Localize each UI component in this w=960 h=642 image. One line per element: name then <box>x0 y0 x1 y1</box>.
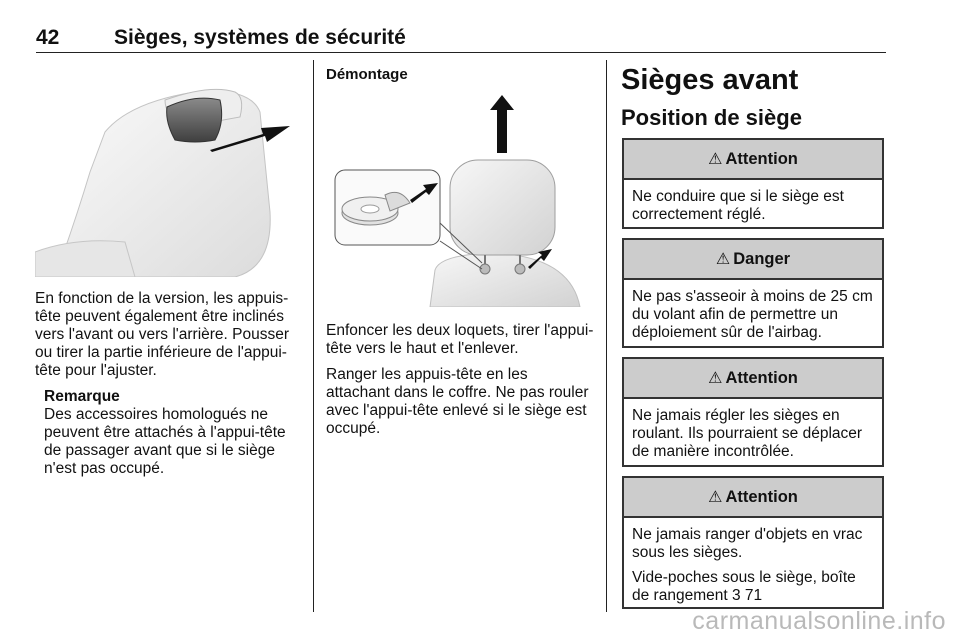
warning-box-text: Ne jamais régler les sièges en roulant. Ils pourraient se déplacer de manière incontrôlée. <box>632 407 863 460</box>
col2-paragraph-2: Ranger les appuis-tête en les attachant dans le coffre. Ne pas rouler avec l'appui-tête enlevé si le siège est occupé. <box>326 366 589 437</box>
warning-box-header <box>624 359 882 399</box>
seat-tilt-illustration <box>35 62 300 277</box>
warning-box-header <box>624 140 882 180</box>
page-number: 42 <box>36 26 60 49</box>
subheading-position-de-siege: Position de siège <box>621 105 802 130</box>
page-reference-link[interactable]: 71 <box>744 587 763 604</box>
danger-box <box>622 238 884 348</box>
watermark: carmanualsonline.info <box>692 607 946 635</box>
warning-box-body <box>624 280 882 355</box>
note-text: Des accessoires homologués ne peuvent être attachés à l'appui-tête de passager avant que si le siège n'est pas occupé. <box>44 406 286 477</box>
warning-box-body <box>624 518 882 618</box>
warning-box-title: Attention <box>725 487 798 506</box>
warning-box-title: Attention <box>725 368 798 387</box>
warning-box-body <box>624 399 882 474</box>
warning-box-text: Ne pas s'asseoir à moins de 25 cm du volant afin de permettre un déploiement sûr de l'airbag. <box>632 288 873 341</box>
warning-triangle-icon: ⚠ <box>708 370 723 387</box>
section-heading-sieges-avant: Sièges avant <box>621 64 799 96</box>
warning-box-3 <box>622 476 884 609</box>
warning-box-text: Ne jamais ranger d'objets en vrac sous les sièges. <box>632 526 863 561</box>
note-block <box>44 388 300 478</box>
warning-box-header <box>624 240 882 280</box>
warning-box-title: Attention <box>725 149 798 168</box>
column-divider-2 <box>606 60 607 612</box>
note-title: Remarque <box>44 388 120 405</box>
figure-headrest-removal <box>330 95 592 307</box>
warning-box-body <box>624 180 882 237</box>
warning-triangle-icon: ⚠ <box>708 151 723 168</box>
warning-box-title: Danger <box>733 249 791 268</box>
warning-box-2 <box>622 357 884 467</box>
col2-text-block <box>326 322 594 446</box>
col1-text-block <box>35 290 300 478</box>
warning-triangle-icon: ⚠ <box>715 251 731 268</box>
warning-box-text-with-reference <box>632 569 874 605</box>
warning-triangle-icon: ⚠ <box>708 489 723 506</box>
col1-paragraph: En fonction de la version, les appuis-tête peuvent également être inclinés vers l'avant ou vers l'arrière. Pousser ou tirer la partie inférieure de l'appui-tête pour l'ajuster. <box>35 290 290 379</box>
figure-headrest-tilt <box>35 62 300 277</box>
warning-box-header <box>624 478 882 518</box>
page-title: Sièges, systèmes de sécurité <box>114 26 406 49</box>
warning-box-1 <box>622 138 884 229</box>
header-rule <box>36 52 886 53</box>
column-divider-1 <box>313 60 314 612</box>
col2-paragraph-1: Enfoncer les deux loquets, tirer l'appui-tête vers le haut et l'enlever. <box>326 322 594 357</box>
reference-text: Vide-poches sous le siège, boîte de rangement <box>632 569 856 604</box>
headrest-removal-illustration <box>330 95 592 307</box>
page-header <box>36 26 886 52</box>
page-reference-arrow-icon: 3 <box>731 587 741 604</box>
warning-box-text: Ne conduire que si le siège est correctement réglé. <box>632 188 844 223</box>
section-heading-demontage: Démontage <box>326 66 408 83</box>
